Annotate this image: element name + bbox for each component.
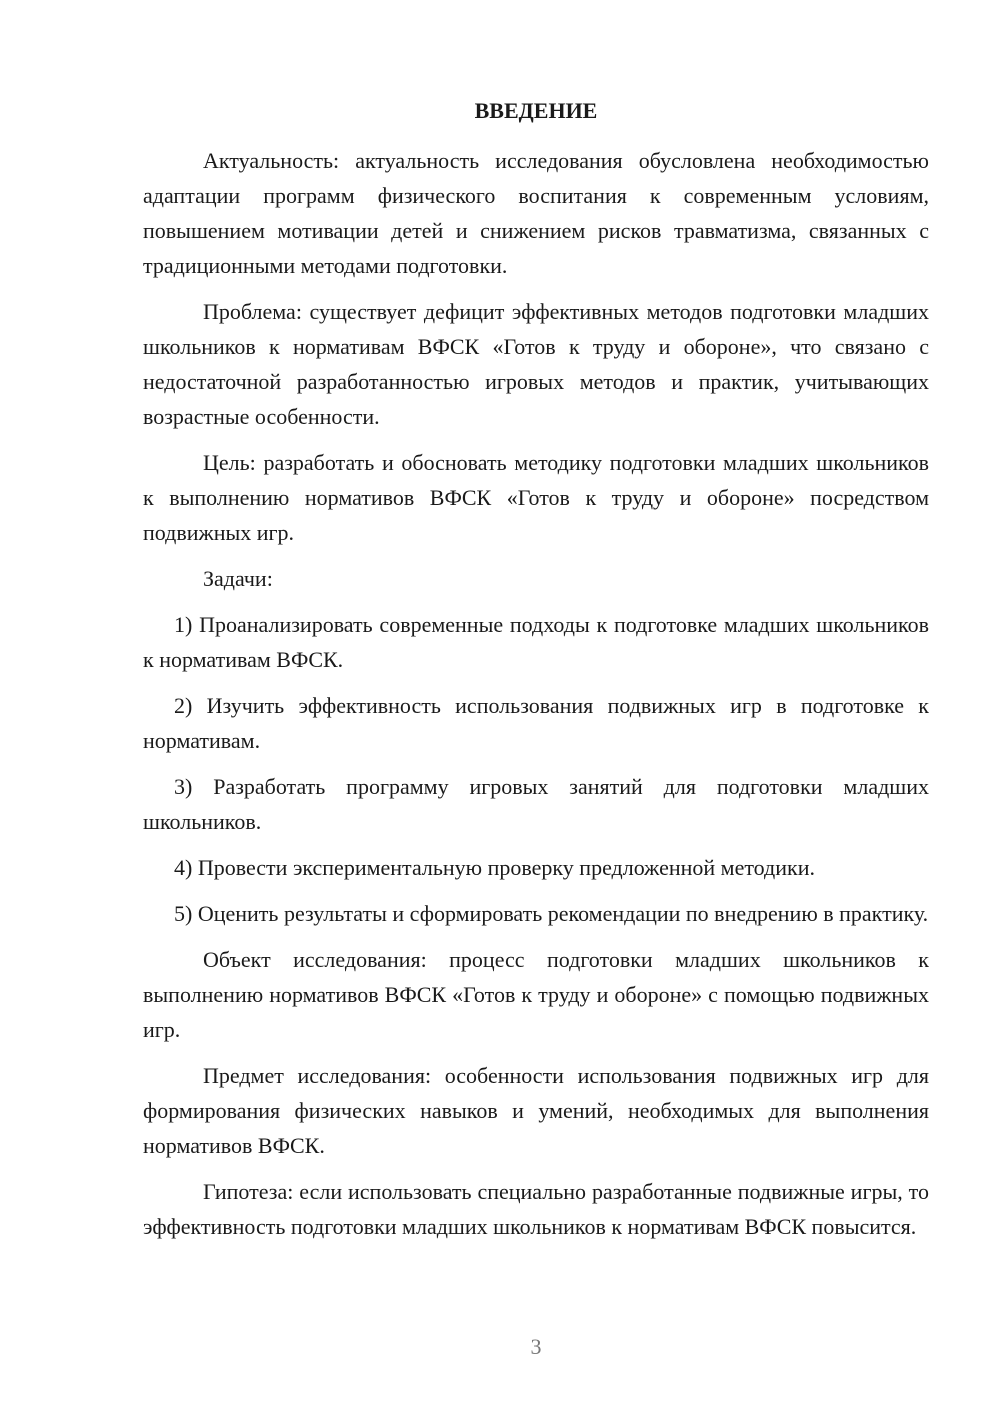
- hypothesis-paragraph: Гипотеза: если использовать специально разработанные подвижные игры, то эффективность подготовки младших школьников к нормативам ВФСК повысится.: [143, 1179, 929, 1239]
- goal-paragraph: Цель: разработать и обосновать методику подготовки младших школьников к выполнению нормативов ВФСК «Готов к труду и обороне» посредством подвижных игр.: [143, 450, 929, 545]
- section-title: ВВЕДЕНИЕ: [474, 98, 598, 123]
- document-page: [143, 93, 929, 1255]
- object-paragraph: Объект исследования: процесс подготовки младших школьников к выполнению нормативов ВФСК «Готов к труду и обороне» с помощью подвижных игр.: [143, 947, 929, 1042]
- problem-paragraph: Проблема: существует дефицит эффективных методов подготовки младших школьников к нормативам ВФСК «Готов к труду и обороне», что связано с недостаточной разработанностью игровых методов и практик, учитывающих возрастные особенности.: [143, 299, 929, 429]
- relevance-paragraph: Актуальность: актуальность исследования обусловлена необходимостью адаптации программ физического воспитания к современным условиям, повышением мотивации детей и снижением рисков травматизма, связанных с традиционными методами подготовки.: [143, 148, 929, 278]
- task-item-5: 5) Оценить результаты и сформировать рекомендации по внедрению в практику.: [174, 901, 929, 926]
- task-item-2: 2) Изучить эффективность использования подвижных игр в подготовке к нормативам.: [143, 693, 929, 753]
- page-number: 3: [530, 1334, 542, 1359]
- tasks-label: Задачи:: [203, 566, 273, 591]
- subject-paragraph: Предмет исследования: особенности использования подвижных игр для формирования физических навыков и умений, необходимых для выполнения нормативов ВФСК.: [143, 1063, 929, 1158]
- task-item-3: 3) Разработать программу игровых занятий для подготовки младших школьников.: [143, 774, 929, 834]
- task-item-4: 4) Провести экспериментальную проверку предложенной методики.: [174, 855, 815, 880]
- task-item-1: 1) Проанализировать современные подходы к подготовке младших школьников к нормативам ВФСК.: [143, 612, 929, 672]
